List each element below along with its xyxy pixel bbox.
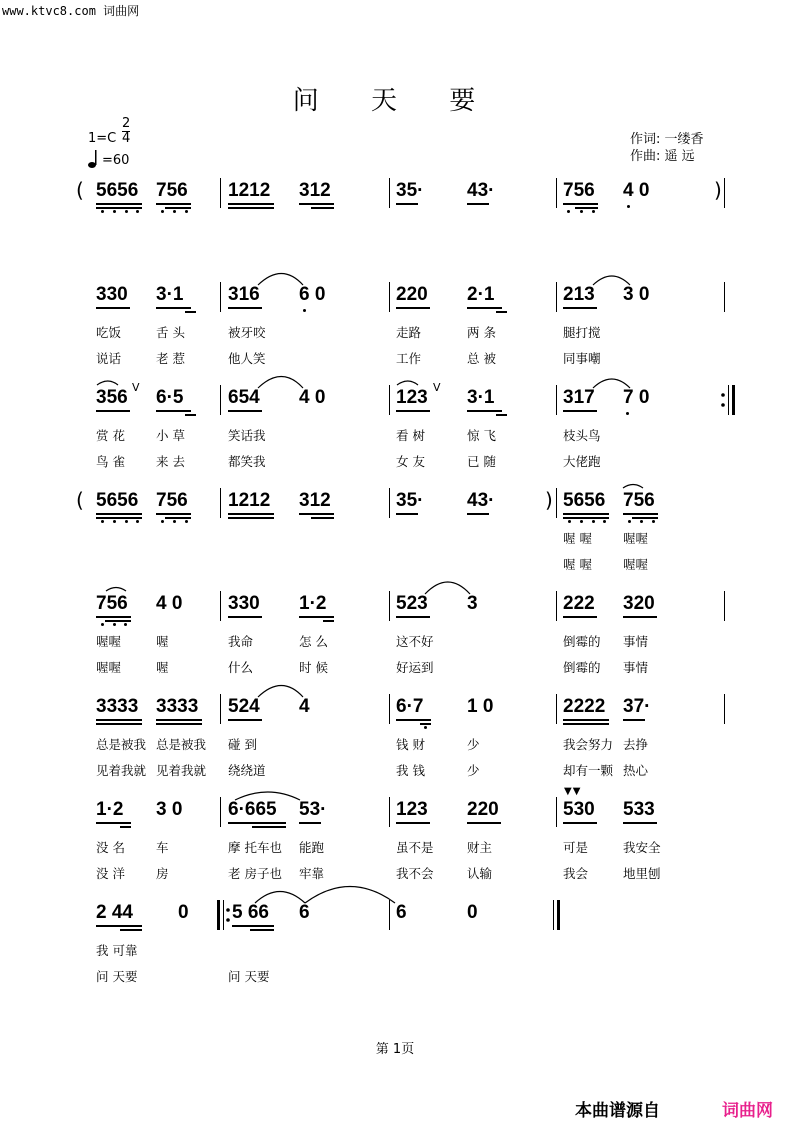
time-denominator: 4	[122, 131, 131, 146]
lyric: 见着我就	[96, 763, 147, 778]
bar-line	[556, 797, 557, 827]
note-group: 756	[156, 490, 188, 511]
underline	[467, 203, 489, 205]
lyric: 没 洋	[96, 866, 125, 881]
bar-line	[556, 591, 557, 621]
lyric: 虽不是	[396, 840, 434, 855]
note-group: 1·2	[96, 799, 124, 820]
lyric: 赏 花	[96, 428, 125, 443]
underline	[156, 410, 191, 412]
low-octave-dot	[627, 205, 630, 208]
underline	[156, 307, 191, 309]
lyric: 被牙咬	[228, 325, 266, 340]
low-octave-dot	[580, 210, 583, 213]
low-octave-dot	[136, 210, 139, 213]
underline	[563, 517, 609, 519]
note-group: 4 0	[156, 593, 183, 614]
note-group: 3333	[96, 696, 139, 717]
underline	[563, 719, 609, 721]
low-octave-dot	[161, 520, 164, 523]
low-octave-dot	[124, 623, 127, 626]
note-group: 35·	[396, 490, 424, 511]
underline	[396, 410, 430, 412]
bar-line	[220, 591, 221, 621]
low-octave-dot	[185, 520, 188, 523]
final-barline	[553, 900, 561, 934]
low-octave-dot	[113, 210, 116, 213]
underline	[156, 203, 191, 205]
note-group: 2 44	[96, 902, 133, 923]
note-group: 317	[563, 387, 595, 408]
note-group: 524	[228, 696, 260, 717]
note-group: 1212	[228, 490, 271, 511]
lyric: 笑话我	[228, 428, 266, 443]
note-group: 4	[299, 696, 310, 717]
underline	[96, 723, 142, 725]
lyric: 同事嘲	[563, 351, 601, 366]
underline	[228, 616, 262, 618]
bar-line	[389, 591, 390, 621]
lyric: 问 天要	[228, 969, 270, 984]
low-octave-dot	[424, 726, 427, 729]
low-octave-dot	[185, 210, 188, 213]
underline	[467, 307, 502, 309]
bar-line	[389, 385, 390, 415]
slur	[397, 381, 418, 385]
note-group: 3	[467, 593, 478, 614]
underline	[228, 517, 274, 519]
underline	[563, 410, 597, 412]
lyric: 房	[156, 866, 169, 881]
low-octave-dot	[628, 520, 631, 523]
lyric: 吃饭	[96, 325, 122, 340]
note-group: 316	[228, 284, 260, 305]
note-group: 123	[396, 799, 428, 820]
lyric: 已 随	[467, 454, 496, 469]
note-group: 43·	[467, 180, 495, 201]
note-group: 654	[228, 387, 260, 408]
bar-line	[724, 282, 725, 312]
underline	[228, 719, 262, 721]
underline	[96, 616, 131, 618]
tempo-value: =60	[102, 153, 130, 168]
slur	[305, 887, 395, 904]
note-group: 312	[299, 180, 331, 201]
underline	[299, 822, 321, 824]
underline	[299, 513, 334, 515]
composer-credit: 作曲: 遥 远	[630, 149, 695, 164]
underline	[250, 929, 274, 931]
page-number: 第 1页	[375, 1042, 415, 1057]
low-octave-dot	[640, 520, 643, 523]
note-group: 6·665	[228, 799, 277, 820]
note-group: 2·1	[467, 284, 495, 305]
bar-line	[556, 178, 557, 208]
underline	[623, 616, 657, 618]
note-group: 756	[623, 490, 655, 511]
bar-line	[556, 385, 557, 415]
low-octave-dot	[592, 520, 595, 523]
underline	[156, 723, 202, 725]
lyric: 牢靠	[299, 866, 325, 881]
low-octave-dot	[113, 520, 116, 523]
song-title: 问 天 要	[292, 86, 498, 116]
low-octave-dot	[626, 412, 629, 415]
note-group: 3·1	[156, 284, 184, 305]
bar-line	[389, 488, 390, 518]
note-group: 6 0	[299, 284, 326, 305]
underline	[228, 203, 274, 205]
lyric: 我会	[563, 866, 589, 881]
underline	[228, 410, 262, 412]
underline	[396, 822, 430, 824]
bar-line	[724, 178, 725, 208]
source-label: 本曲谱源自	[575, 1101, 660, 1121]
underline	[165, 207, 191, 209]
note-group: 330	[96, 284, 128, 305]
lyric: 没 名	[96, 840, 125, 855]
lyric: 什么	[228, 660, 254, 675]
lyric: 走路	[396, 325, 422, 340]
note-group: 756	[563, 180, 595, 201]
underline	[228, 207, 274, 209]
lyric: 老 惹	[156, 351, 185, 366]
bar-line	[389, 178, 390, 208]
bar-line	[389, 694, 390, 724]
lyric: 见着我就	[156, 763, 207, 778]
slur	[106, 588, 126, 592]
note-group: 1212	[228, 180, 271, 201]
underline	[396, 513, 418, 515]
note-group: 3 0	[623, 284, 650, 305]
note-group: 6·5	[156, 387, 184, 408]
lyric: 车	[156, 840, 169, 855]
low-octave-dot	[603, 520, 606, 523]
lyric: 地里刨	[623, 866, 661, 881]
bar-line	[389, 900, 390, 930]
slur	[425, 582, 470, 594]
underline	[299, 616, 334, 618]
underline	[96, 410, 130, 412]
lyric: 喔喔	[623, 557, 649, 572]
note-group: 330	[228, 593, 260, 614]
underline	[323, 620, 334, 622]
underline	[623, 513, 658, 515]
lyric: 怎 么	[299, 634, 328, 649]
bar-line	[389, 282, 390, 312]
note-group: 2222	[563, 696, 606, 717]
lyric: 却有一颗	[563, 763, 614, 778]
note-group: 756	[96, 593, 128, 614]
lyric: 能跑	[299, 840, 325, 855]
bar-line	[220, 178, 221, 208]
low-octave-dot	[136, 520, 139, 523]
low-octave-dot	[101, 623, 104, 626]
lyric: 喔	[156, 660, 169, 675]
note-group: 320	[623, 593, 655, 614]
low-octave-dot	[101, 210, 104, 213]
underline	[96, 822, 131, 824]
underline	[96, 925, 142, 927]
note-group: 4 0	[623, 180, 650, 201]
underline	[563, 822, 597, 824]
underline	[563, 513, 609, 515]
underline	[228, 513, 274, 515]
repeat-end-barline	[720, 385, 736, 419]
repeat-close-paren: )	[545, 488, 553, 512]
low-octave-dot	[113, 623, 116, 626]
lyric: 说话	[96, 351, 122, 366]
underline	[96, 307, 130, 309]
lyric: 喔喔	[623, 531, 649, 546]
note-group: 3·1	[467, 387, 495, 408]
lyric: 舌 头	[156, 325, 185, 340]
note-group: 0	[467, 902, 478, 923]
lyric: 碰 到	[228, 737, 257, 752]
underline	[496, 311, 507, 313]
lyric: 总是被我	[96, 737, 147, 752]
lyric: 枝头鸟	[563, 428, 601, 443]
underline	[311, 517, 334, 519]
lyric: 时 候	[299, 660, 328, 675]
lyric: 认输	[467, 866, 493, 881]
note-group: 5656	[96, 180, 139, 201]
note-group: 213	[563, 284, 595, 305]
note-group: 4 0	[299, 387, 326, 408]
underline	[563, 723, 609, 725]
note-group: 533	[623, 799, 655, 820]
underline	[96, 207, 142, 209]
low-octave-dot	[125, 210, 128, 213]
bar-line	[220, 385, 221, 415]
note-group: 530	[563, 799, 595, 820]
lyric: 他人笑	[228, 351, 266, 366]
bar-line	[556, 488, 557, 518]
bar-line	[724, 694, 725, 724]
low-octave-dot	[161, 210, 164, 213]
lyric: 喔	[156, 634, 169, 649]
underline	[105, 620, 131, 622]
note-group: 0	[178, 902, 189, 923]
note-group: 3 0	[156, 799, 183, 820]
lyric: 好运到	[396, 660, 434, 675]
note-group: 6	[396, 902, 407, 923]
underline	[96, 719, 142, 721]
underline	[467, 822, 501, 824]
slur	[258, 377, 303, 389]
lyric: 我安全	[623, 840, 661, 855]
note-group: 1 0	[467, 696, 494, 717]
lyric: 可是	[563, 840, 589, 855]
underline	[396, 616, 430, 618]
bar-line	[220, 694, 221, 724]
low-octave-dot	[652, 520, 655, 523]
underline	[252, 826, 286, 828]
lyric: 少	[467, 763, 480, 778]
lyric: 少	[467, 737, 480, 752]
note-group: 53·	[299, 799, 327, 820]
underline	[420, 723, 431, 725]
slur	[623, 485, 643, 489]
lyric: 我不会	[396, 866, 434, 881]
bar-line	[556, 694, 557, 724]
note-group: 35·	[396, 180, 424, 201]
underline	[156, 719, 202, 721]
lyricist-credit: 作词: 一缕香	[630, 132, 704, 147]
time-numerator: 2	[122, 116, 131, 131]
accent-marks: ▼▼	[564, 786, 582, 797]
lyric: 都笑我	[228, 454, 266, 469]
repeat-open-paren: (	[76, 488, 84, 512]
lyric: 总是被我	[156, 737, 207, 752]
lyric: 惊 飞	[467, 428, 496, 443]
underline	[165, 517, 191, 519]
lyric: 我命	[228, 634, 254, 649]
lyric: 总 被	[467, 351, 496, 366]
low-octave-dot	[592, 210, 595, 213]
lyric: 绕绕道	[228, 763, 266, 778]
lyric: 热心	[623, 763, 649, 778]
lyric: 两 条	[467, 325, 496, 340]
underline	[96, 513, 142, 515]
underline	[396, 719, 431, 721]
repeat-start-barline	[216, 900, 232, 934]
bar-line	[724, 591, 725, 621]
note-group: 222	[563, 593, 595, 614]
lyric: 事情	[623, 634, 649, 649]
note-group: 5 66	[232, 902, 269, 923]
lyric: 问 天要	[96, 969, 138, 984]
lyric: 钱 财	[396, 737, 425, 752]
lyric: 这不好	[396, 634, 434, 649]
bar-line	[556, 282, 557, 312]
lyric: 女 友	[396, 454, 425, 469]
low-octave-dot	[580, 520, 583, 523]
underline	[632, 517, 658, 519]
repeat-close-paren: )	[714, 178, 722, 202]
lyric: 喔喔	[96, 634, 122, 649]
underline	[232, 925, 274, 927]
low-octave-dot	[125, 520, 128, 523]
underline	[467, 410, 502, 412]
underline	[185, 414, 196, 416]
lyric: 鸟 雀	[96, 454, 125, 469]
note-group: 356	[96, 387, 128, 408]
lyric: 我会努力	[563, 737, 614, 752]
lyric: 大佬跑	[563, 454, 601, 469]
note-group: 6	[299, 902, 310, 923]
underline	[496, 414, 507, 416]
underline	[228, 307, 262, 309]
lyric: 我 钱	[396, 763, 425, 778]
underline	[96, 203, 142, 205]
note-group: 523	[396, 593, 428, 614]
note-group: 43·	[467, 490, 495, 511]
underline	[156, 513, 191, 515]
underline	[299, 203, 334, 205]
underline	[120, 929, 142, 931]
lyric: 小 草	[156, 428, 185, 443]
underline	[228, 822, 286, 824]
lyric: 老 房子也	[228, 866, 282, 881]
bar-line	[220, 797, 221, 827]
slur	[258, 274, 303, 286]
lyric: 来 去	[156, 454, 185, 469]
breath-mark: V	[132, 381, 140, 394]
key-signature: 1=C	[88, 131, 117, 146]
low-octave-dot	[568, 520, 571, 523]
lyric: 腿打搅	[563, 325, 601, 340]
lyric: 工作	[396, 351, 422, 366]
underline	[563, 307, 597, 309]
note-group: 7 0	[623, 387, 650, 408]
underline	[563, 203, 598, 205]
site-logo[interactable]: 词曲网	[722, 1101, 773, 1121]
lyric: 事情	[623, 660, 649, 675]
note-group: 5656	[563, 490, 606, 511]
lyric: 倒霉的	[563, 634, 601, 649]
note-group: 37·	[623, 696, 651, 717]
slur	[97, 381, 118, 385]
note-group: 3333	[156, 696, 199, 717]
low-octave-dot	[173, 520, 176, 523]
underline	[563, 616, 597, 618]
lyric: 去挣	[623, 737, 649, 752]
lyric: 我 可靠	[96, 943, 138, 958]
lyric: 看 树	[396, 428, 425, 443]
lyric: 财主	[467, 840, 493, 855]
lyric: 倒霉的	[563, 660, 601, 675]
underline	[396, 203, 418, 205]
underline	[575, 207, 598, 209]
low-octave-dot	[173, 210, 176, 213]
lyric: 喔 喔	[563, 557, 592, 572]
lyric: 喔喔	[96, 660, 122, 675]
breath-mark: V	[433, 381, 441, 394]
bar-line	[220, 488, 221, 518]
underline	[311, 207, 334, 209]
underline	[96, 517, 142, 519]
low-octave-dot	[101, 520, 104, 523]
bar-line	[220, 282, 221, 312]
note-group: 5656	[96, 490, 139, 511]
lyric: 喔 喔	[563, 531, 592, 546]
low-octave-dot	[303, 309, 306, 312]
note-group: 220	[396, 284, 428, 305]
note-group: 1·2	[299, 593, 327, 614]
note-group: 220	[467, 799, 499, 820]
underline	[467, 513, 489, 515]
underline	[396, 307, 430, 309]
note-group: 312	[299, 490, 331, 511]
underline	[120, 826, 131, 828]
underline	[623, 822, 657, 824]
note-group: 756	[156, 180, 188, 201]
underline	[623, 719, 645, 721]
bar-line	[389, 797, 390, 827]
slur	[258, 686, 303, 698]
underline	[185, 311, 196, 313]
note-group: 123	[396, 387, 428, 408]
website-watermark: www.ktvc8.com 词曲网	[2, 4, 140, 18]
repeat-open-paren: (	[76, 178, 84, 202]
note-group: 6·7	[396, 696, 424, 717]
lyric: 摩 托车也	[228, 840, 282, 855]
low-octave-dot	[567, 210, 570, 213]
